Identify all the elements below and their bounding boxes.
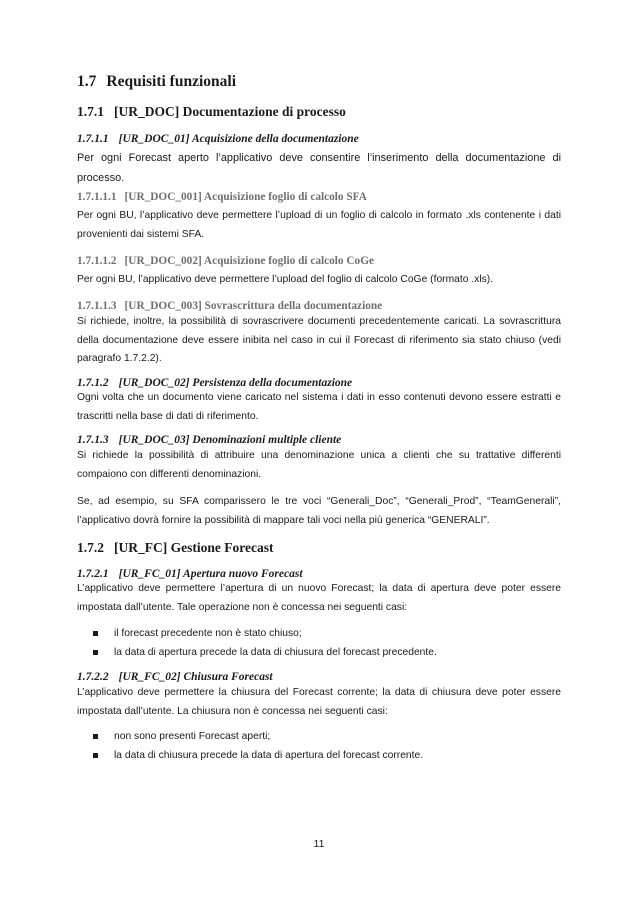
bullet-list-fc02 [77, 728, 561, 765]
requirement-number: 1.7.1.1.3 [77, 300, 117, 312]
section-title: Requisiti funzionali [106, 73, 236, 90]
requirement-title: [UR_DOC_001] Acquisizione foglio di calcolo SFA [124, 191, 367, 203]
section-number: 1.7 [77, 73, 97, 90]
requirement-number: 1.7.1.1 [77, 133, 109, 145]
list-item-text: la data di chiusura precede la data di apertura del forecast corrente. [114, 749, 424, 761]
bullet-square-icon [93, 753, 98, 758]
requirement-title: [UR_DOC_02] Persistenza della documentazione [118, 377, 353, 389]
list-item-text: il forecast precedente non è stato chiuso; [114, 628, 302, 639]
requirement-title: [UR_FC_01] Apertura nuovo Forecast [118, 568, 303, 580]
subsection-title: [UR_DOC] Documentazione di processo [114, 104, 346, 119]
bullet-square-icon [93, 734, 98, 739]
requirement-text-fc02: L’applicativo deve permettere la chiusura del Forecast corrente; la data di chiusura deve poter essere impostata dall’utente. La chiusura non è concessa nei seguenti casi: [77, 687, 561, 717]
requirement-number: 1.7.2.1 [77, 568, 109, 580]
requirement-number: 1.7.2.2 [77, 671, 109, 683]
requirement-heading-doc002 [77, 255, 374, 267]
requirement-heading-doc003 [77, 300, 382, 312]
requirement-heading-doc001 [77, 191, 367, 203]
list-item [77, 625, 561, 644]
requirement-heading-doc03 [77, 434, 341, 446]
bullet-square-icon [93, 631, 98, 636]
requirement-text-doc03: Si richiede la possibilità di attribuire una denominazione unica a clienti che su trattative differenti compaiono con differenti denominazioni. [77, 450, 561, 480]
list-item [77, 728, 561, 747]
requirement-title: [UR_DOC_003] Sovrascrittura della documentazione [124, 300, 383, 312]
section-heading [77, 73, 236, 91]
requirement-number: 1.7.1.1.2 [77, 255, 117, 267]
list-item [77, 747, 561, 766]
requirement-text-doc001: Per ogni BU, l’applicativo deve permettere l’upload di un foglio di calcolo in formato .xls contenente i dati provenienti dai sistemi SFA. [77, 210, 561, 240]
requirement-text-doc01: Per ogni Forecast aperto l’applicativo deve consentire l’inserimento della documentazione di processo. [77, 152, 561, 184]
list-item [77, 644, 561, 663]
subsection-title: [UR_FC] Gestione Forecast [114, 540, 274, 555]
requirement-text-fc01: L’applicativo deve permettere l’apertura di un nuovo Forecast; la data di apertura deve poter essere impostata dall’utente. Tale operazione non è concessa nei seguenti casi: [77, 583, 561, 613]
requirement-title: [UR_DOC_01] Acquisizione della documentazione [118, 133, 359, 145]
requirement-heading-fc01 [77, 568, 303, 580]
requirement-text-doc02: Ogni volta che un documento viene caricato nel sistema i dati in esso contenuti devono essere estratti e trascritti nella base di dati di riferimento. [77, 392, 561, 422]
requirement-title: [UR_FC_02] Chiusura Forecast [118, 671, 273, 683]
requirement-title: [UR_DOC_002] Acquisizione foglio di calcolo CoGe [124, 255, 375, 267]
bullet-list-fc01 [77, 625, 561, 662]
subsection-heading-doc [77, 104, 346, 120]
requirement-number: 1.7.1.3 [77, 434, 109, 446]
requirement-text-doc002: Per ogni BU, l’applicativo deve permettere l’upload del foglio di calcolo CoGe (formato .xls). [77, 274, 494, 285]
requirement-number: 1.7.1.2 [77, 377, 109, 389]
requirement-heading-doc01 [77, 133, 359, 145]
requirement-heading-doc02 [77, 377, 352, 389]
requirement-text-doc003: Si richiede, inoltre, la possibilità di sovrascrivere documenti precedentemente caricati. La sovrascrittura della documentazione deve essere inibita nel caso in cui il Forecast di riferimento sia stato chiuso (vedi paragrafo 1.7.2.2). [77, 316, 561, 364]
bullet-square-icon [93, 650, 98, 655]
requirement-title: [UR_DOC_03] Denominazioni multiple cliente [118, 434, 342, 446]
requirement-text-doc03-example: Se, ad esempio, su SFA comparissero le tre voci “Generali_Doc”, “Generali_Prod”, “TeamGenerali”, l’applicativo dovrà fornire la possibilità di mappare tali voci nella più generica “GENERALI”. [77, 496, 561, 526]
subsection-number: 1.7.2 [77, 540, 104, 555]
list-item-text: la data di apertura precede la data di chiusura del forecast precedente. [114, 646, 437, 658]
subsection-number: 1.7.1 [77, 104, 104, 119]
requirement-heading-fc02 [77, 671, 273, 683]
requirement-number: 1.7.1.1.1 [77, 191, 117, 203]
subsection-heading-fc [77, 540, 273, 556]
document-page [77, 0, 561, 903]
page-number: 11 [313, 838, 325, 850]
list-item-text: non sono presenti Forecast aperti; [114, 731, 271, 742]
